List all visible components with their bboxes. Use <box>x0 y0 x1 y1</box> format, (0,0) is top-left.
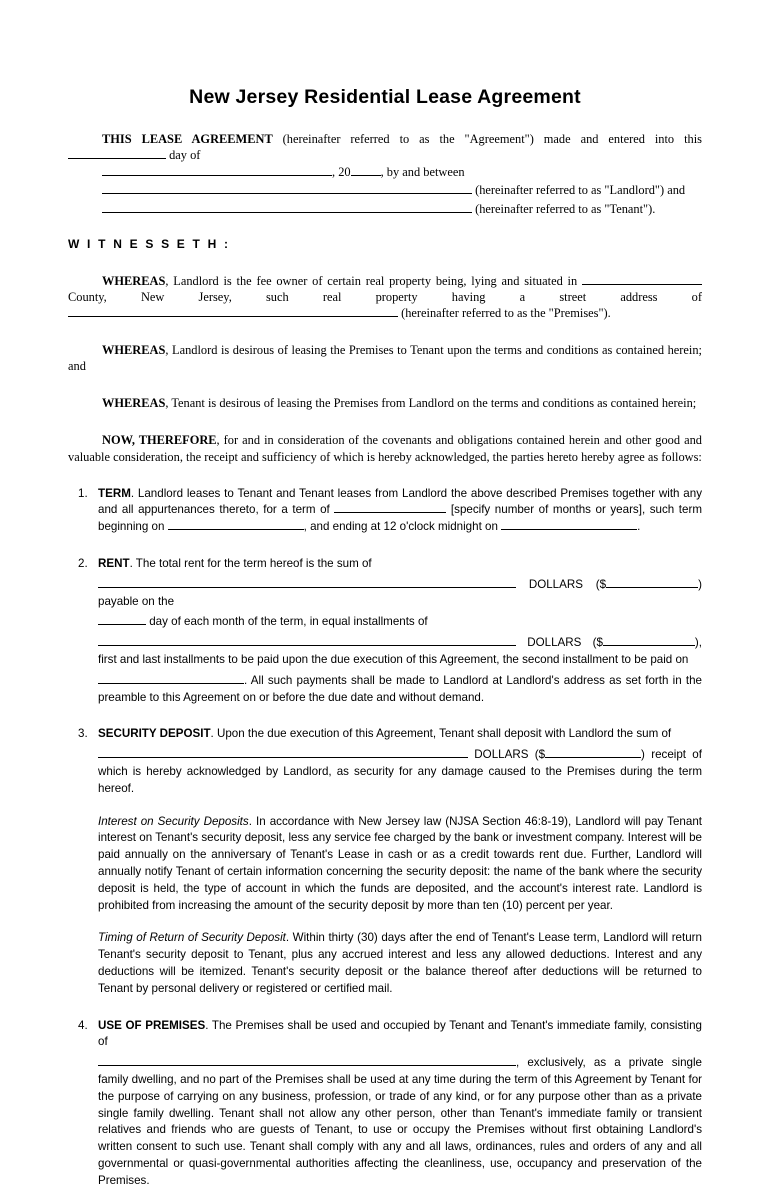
clause-list <box>68 486 702 1190</box>
clause-number: 1. <box>78 486 88 500</box>
clause-text-a: . Upon the due execution of this Agreement, Tenant shall deposit with Landlord the sum of <box>210 727 672 741</box>
sub-paragraph-text: . In accordance with New Jersey law (NJSA Section 46:8-19), Landlord will pay Tenant interest on Tenant's security deposit, less any service fee charged by the bank or investment company. Interest will be paid annually on the anniversary of Tenant's Lease in cash or as a credit towards rent due. Further, Landlord will annually notify Tenant of certain information concerning the security deposit: the name of the bank where the security deposit is held, the type of account in which the funds are deposited, and the account's interest rate. Landlord is prohibited from increasing the amount of the security deposit by more than ten (10) percent per year. <box>98 814 702 912</box>
clause-text-b: DOLLARS ($ <box>468 748 546 762</box>
blank-date-day[interactable] <box>68 158 166 159</box>
clause-security-deposit <box>68 726 702 997</box>
clause-text-d: . <box>637 520 641 534</box>
clause-text-c: ) receipt of which is hereby acknowledged by Landlord, as security for any damage caused to the Premises during the term hereof. <box>98 748 702 795</box>
blank-street-address[interactable] <box>68 316 398 317</box>
intro-lead-rest: (hereinafter referred to as the "Agreement") made and entered into this <box>272 132 702 146</box>
blank-occupants[interactable] <box>98 1065 516 1066</box>
clause-number: 3. <box>78 727 88 741</box>
blank-term-length[interactable] <box>334 512 446 513</box>
clause-term <box>68 486 702 536</box>
whereas-1-text-b: County, New Jersey, such real property having a street address of <box>68 289 702 304</box>
sub-paragraph-interest-on-security-deposits <box>98 814 702 915</box>
whereas-1-text-c: (hereinafter referred to as the "Premises"). <box>398 305 611 320</box>
clause-text-a: . Landlord leases to Tenant and Tenant leases from Landlord the above described Premises together with any and all appurtenances thereto, for a term of <box>98 486 702 517</box>
clause-heading: SECURITY DEPOSIT <box>98 727 211 741</box>
clause-body <box>98 556 702 706</box>
clause-heading: USE OF PREMISES <box>98 1018 206 1032</box>
whereas-paragraph-2 <box>68 342 702 374</box>
clause-rent <box>68 556 702 706</box>
clause-text-g: . All such payments shall be made to Landlord at Landlord's address as set forth in the preamble to this Agreement on or before the due date and without demand. <box>98 673 702 704</box>
blank-total-rent-amount[interactable] <box>606 587 698 588</box>
clause-text-b: [specify number of months or years], such term beginning on <box>98 503 702 534</box>
blank-county[interactable] <box>582 284 702 285</box>
witnesseth-heading: W I T N E S S E T H : <box>68 236 231 251</box>
blank-rent-due-day[interactable] <box>98 624 146 625</box>
clause-heading: TERM <box>98 486 131 500</box>
clause-text-a: . The total rent for the term hereof is the sum of <box>129 557 372 571</box>
clause-text-c: ) payable on the <box>98 577 702 608</box>
intro-year-prefix: , 20 <box>332 165 351 180</box>
clause-text-c: , and ending at 12 o'clock midnight on <box>303 520 502 534</box>
blank-term-end[interactable] <box>501 529 637 530</box>
clause-text-e: DOLLARS ($ <box>516 636 603 650</box>
blank-installment-words[interactable] <box>98 645 516 646</box>
clause-text-f: ), first and last installments to be paid upon the due execution of this Agreement, the second installment to be paid on <box>98 636 702 666</box>
sub-paragraph-text: . Within thirty (30) days after the end of Tenant's Lease term, Landlord will return Tenant's security deposit to Tenant, plus any accrued interest and less any allowed deductions. Interest and any deductions will be itemized. Tenant's security deposit or the balance thereof after deductions will be returned to Tenant by personal delivery or registered or certified mail. <box>98 931 702 995</box>
whereas-2-bold: WHEREAS <box>102 343 166 357</box>
whereas-3-text: , Tenant is desirous of leasing the Premises from Landlord on the terms and conditions as contained herein; <box>165 396 697 411</box>
intro-lead-bold: THIS LEASE AGREEMENT <box>102 132 273 146</box>
clause-text-c-wrap <box>168 520 304 533</box>
blank-month[interactable] <box>102 175 332 176</box>
clause-number: 2. <box>78 557 88 571</box>
whereas-paragraph-1 <box>68 273 702 321</box>
landlord-tag: (hereinafter referred to as "Landlord") and <box>475 183 686 198</box>
blank-year[interactable] <box>351 175 381 176</box>
intro-by-and-between: , by and between <box>380 165 465 180</box>
blank-term-begin[interactable] <box>168 529 304 530</box>
now-therefore-paragraph <box>68 432 702 464</box>
blank-landlord-name[interactable] <box>102 193 472 194</box>
sub-paragraph-timing-of-return <box>98 930 702 997</box>
blank-second-installment-date[interactable] <box>98 683 244 684</box>
intro-day-word: day of <box>166 148 201 163</box>
sub-paragraph-title: Timing of Return of Security Deposit <box>98 931 286 945</box>
clause-text-d: day of each month of the term, in equal installments of <box>146 615 428 629</box>
clause-text-a: . The Premises shall be used and occupied by Tenant and Tenant's immediate family, consisting of <box>98 1018 702 1049</box>
whereas-1-bold: WHEREAS <box>102 273 166 288</box>
blank-installment-amount[interactable] <box>603 645 695 646</box>
tenant-tag: (hereinafter referred to as "Tenant"). <box>475 201 656 216</box>
clause-number: 4. <box>78 1018 88 1032</box>
whereas-1-text-a: , Landlord is the fee owner of certain real property being, lying and situated in <box>165 273 582 288</box>
clause-body <box>98 726 702 997</box>
now-therefore-text: , for and in consideration of the covenants and obligations contained herein and other good and valuable consideration, the receipt and sufficiency of which is hereby acknowledged, the parties hereto hereby agree as follows: <box>68 433 702 464</box>
blank-deposit-words[interactable] <box>98 757 468 758</box>
clause-text-b: , exclusively, as a private single family dwelling, and no part of the Premises shall be used at any time during the term of this Agreement by Tenant for the purpose of carrying on any business, profession, or trade of any kind, or for any purpose other than as a private single family dwelling. Tenant shall not allow any other person, other than Tenant's immediate family or transient relatives and friends who are guests of Tenant, to use or occupy the Premises without first obtaining Landlord's written consent to such use. Tenant shall comply with any and all laws, ordinances, rules and orders of any and all governmental or quasi-governmental authorities affecting the cleanliness, use, occupancy and preservation of the Premises. <box>98 1056 702 1187</box>
clause-use-of-premises <box>68 1018 702 1190</box>
intro-paragraph <box>68 131 702 217</box>
blank-total-rent-words[interactable] <box>98 587 516 588</box>
document-page <box>0 86 770 1187</box>
whereas-3-bold: WHEREAS <box>102 396 166 411</box>
page-title: New Jersey Residential Lease Agreement <box>189 86 581 108</box>
blank-tenant-name[interactable] <box>102 212 472 213</box>
whereas-2-text: , Landlord is desirous of leasing the Premises to Tenant upon the terms and conditions as contained herein; and <box>68 343 702 374</box>
sub-paragraph-title: Interest on Security Deposits <box>98 814 249 828</box>
whereas-paragraph-3 <box>68 395 702 411</box>
clause-text-b: DOLLARS ($ <box>516 577 607 591</box>
clause-heading: RENT <box>98 557 130 571</box>
blank-deposit-amount[interactable] <box>545 757 641 758</box>
clause-body <box>98 1018 702 1190</box>
clause-body <box>98 486 702 536</box>
now-therefore-bold: NOW, THEREFORE <box>102 433 217 448</box>
